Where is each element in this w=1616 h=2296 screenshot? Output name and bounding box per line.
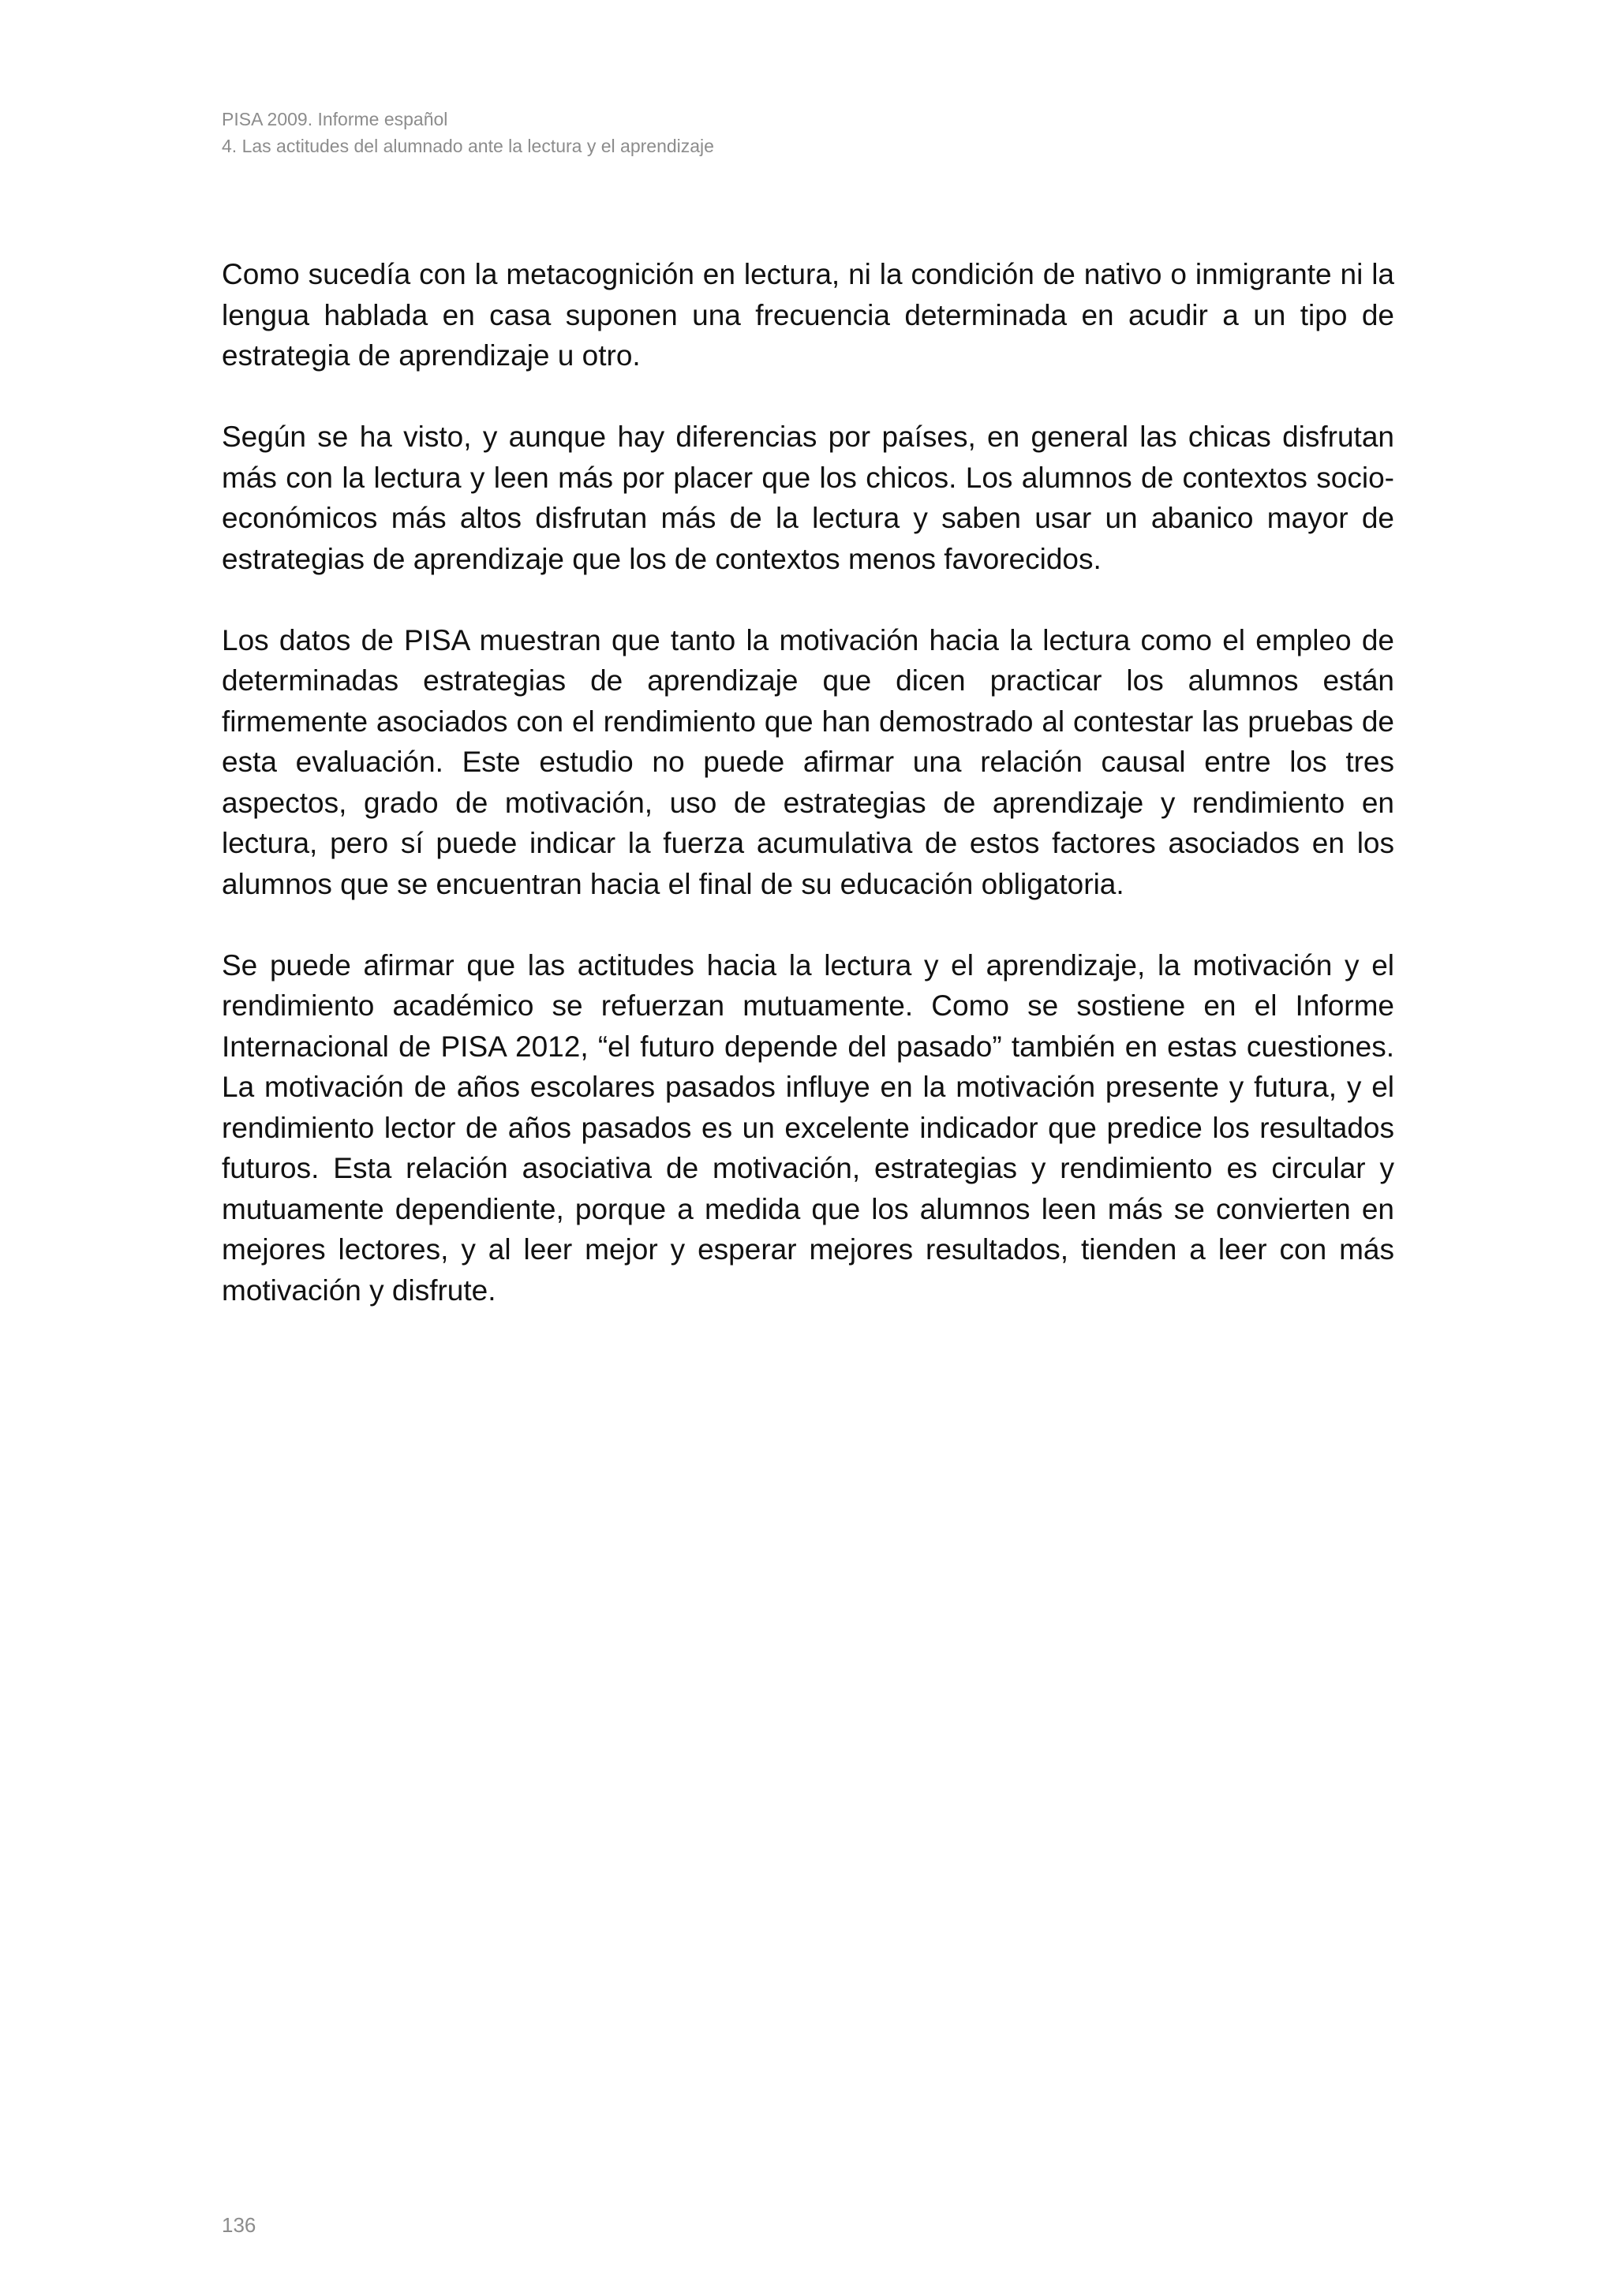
page-number: 136 [222, 2213, 256, 2237]
header-report-title: PISA 2009. Informe español [222, 109, 448, 129]
paragraph-1: Como sucedía con la metacognición en lectura, ni la condición de nativo o inmigrante ni la lengua hablada en casa suponen una frecuencia determinada en acudir a un tipo de estrategia de aprendizaje u otro. [222, 258, 1394, 372]
body-text [222, 254, 1394, 1352]
paragraph-3: Los datos de PISA muestran que tanto la motivación hacia la lectura como el empleo de determinadas estrategias de aprendizaje que dicen practicar los alumnos están firmemente asociados con el rendimiento que han demostrado al contestar las pruebas de esta evaluación. Este estudio no puede afirmar una relación causal entre los tres aspectos, grado de motivación, uso de estrategias de aprendizaje y rendimiento en lectura, pero sí puede indicar la fuerza acumulativa de estos factores asociados en los alumnos que se encuentran hacia el final de su educación obligatoria. [222, 623, 1394, 900]
paragraph-4: Se puede afirmar que las actitudes hacia la lectura y el aprendizaje, la motivación y el rendimiento académico se refuerzan mutuamente. Como se sostiene en el Informe Internacional de PISA 2012, “el futuro depende del pasado” también en estas cuestiones. La motivación de años escolares pasados influye en la motivación presente y futura, y el rendimiento lector de años pasados es un excelente indicador que predice los resultados futuros. Esta relación asociativa de motivación, estrategias y rendimiento es circular y mutuamente dependiente, porque a medida que los alumnos leen más se convierten en mejores lectores, y al leer mejor y esperar mejores resultados, tienden a leer con más motivación y disfrute. [222, 948, 1394, 1307]
header-chapter-title: 4. Las actitudes del alumnado ante la lectura y el aprendizaje [222, 136, 714, 156]
running-header [222, 106, 714, 159]
paragraph-2: Según se ha visto, y aunque hay diferencias por países, en general las chicas disfrutan más con la lectura y leen más por placer que los chicos. Los alumnos de contextos socio-económicos más altos disfrutan más de la lectura y saben usar un abanico mayor de estrategias de aprendizaje que los de contextos menos favorecidos. [222, 421, 1394, 575]
